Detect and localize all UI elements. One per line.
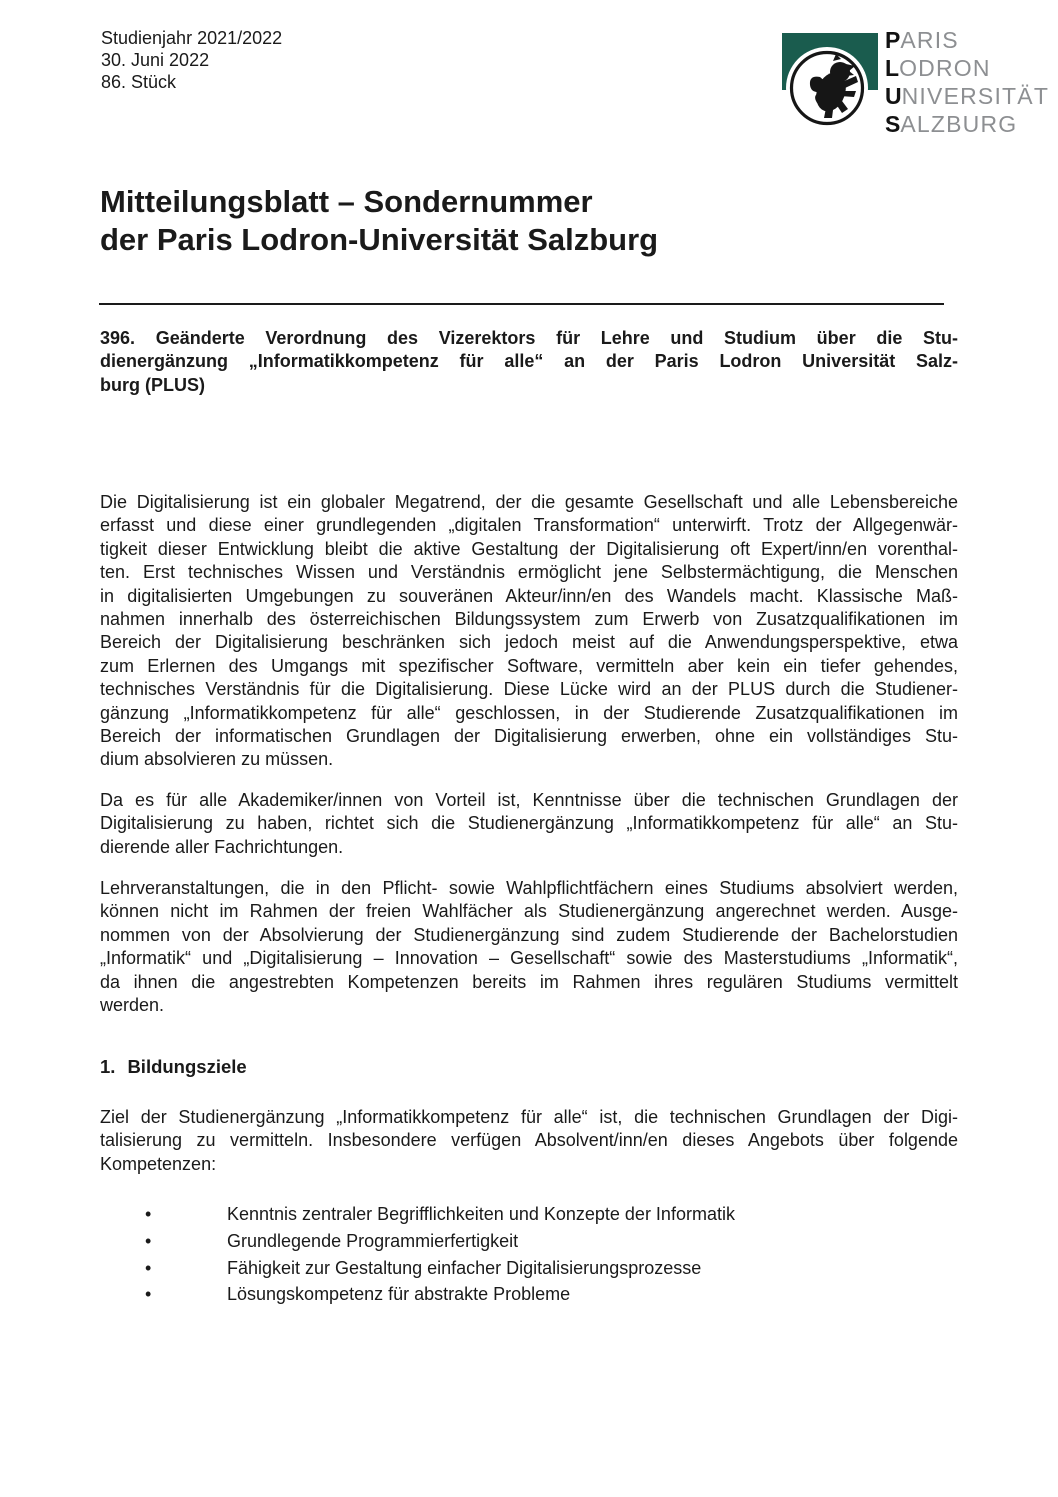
text-line: da ihnen die angestrebten Kompetenzen bereits im Rahmen ihres regulären Studiums vermittelt bbox=[100, 971, 958, 992]
text-line: ten. Erst technisches Wissen und Verständnis ermöglicht jene Selbstermächtigung, die Menschen bbox=[100, 562, 958, 583]
text-line: Kompetenzen: bbox=[100, 1153, 217, 1174]
bullet-icon: • bbox=[145, 1257, 152, 1278]
paragraph-akademiker bbox=[100, 789, 958, 859]
text-line: Die Digitalisierung ist ein globaler Megatrend, der die gesamte Gesellschaft und alle Lebensbereiche bbox=[100, 492, 958, 512]
paragraph-ziel bbox=[100, 1106, 958, 1176]
page-title-line1: Mitteilungsblatt – Sondernummer bbox=[100, 184, 593, 219]
text-line: technisches Verständnis für die Digitalisierung. Diese Lücke wird an der PLUS durch die Studiener- bbox=[100, 679, 958, 700]
logo-wordmark bbox=[885, 26, 1049, 138]
text-line: erfasst und diese einer grundlegenden „digitalen Transformation“ unterwirft. Trotz der Allgegenwär- bbox=[100, 515, 958, 536]
list-item bbox=[100, 1201, 958, 1228]
list-item bbox=[100, 1281, 958, 1308]
text-line: nahmen innerhalb des österreichischen Bildungssystem zum Erwerb von Zusatzqualifikationen im bbox=[100, 609, 958, 630]
paragraph-digitalisierung bbox=[100, 491, 958, 772]
text-line: dienergänzung „Informatikkompetenz für alle“ an der Paris Lodron Universität Salz- bbox=[100, 351, 958, 372]
text-line: gänzung „Informatikkompetenz für alle“ geschlossen, in der Studierende Zusatzqualifikationen im bbox=[100, 702, 958, 723]
wordmark-universitaet: UNIVERSITÄT bbox=[885, 83, 1050, 109]
page-title bbox=[100, 183, 658, 259]
text-line: dium absolvieren zu müssen. bbox=[100, 749, 334, 770]
text-line: nommen von der Absolvierung der Studienergänzung sind zudem Studierende der Bachelorstudien bbox=[100, 924, 958, 945]
issue-date: 30. Juni 2022 bbox=[101, 50, 210, 70]
list-item bbox=[100, 1255, 958, 1282]
divider-rule bbox=[99, 303, 944, 305]
section-title: Bildungsziele bbox=[127, 1056, 247, 1077]
decree-heading bbox=[100, 327, 958, 397]
wordmark-lodron: LODRON bbox=[885, 55, 991, 81]
study-year: Studienjahr 2021/2022 bbox=[101, 28, 283, 48]
text-line: Lehrveranstaltungen, die in den Pflicht- sowie Wahlpflichtfächern eines Studiums absolviert werden, bbox=[100, 878, 958, 898]
section-number: 1. bbox=[100, 1056, 116, 1077]
bullet-icon: • bbox=[145, 1204, 152, 1224]
lion-badge bbox=[785, 46, 869, 130]
text-line: burg (PLUS) bbox=[100, 374, 205, 395]
text-line: Digitalisierung zu haben, richtet sich die Studienergänzung „Informatikkompetenz für alle“ an Stu- bbox=[100, 813, 958, 834]
bullet-icon: • bbox=[145, 1230, 152, 1251]
competency-list bbox=[100, 1201, 958, 1308]
text-line: werden. bbox=[100, 995, 165, 1016]
list-item-text: Kenntnis zentraler Begrifflichkeiten und Konzepte der Informatik bbox=[227, 1204, 735, 1224]
list-item-text: Lösungskompetenz für abstrakte Probleme bbox=[227, 1284, 571, 1305]
page-title-line2: der Paris Lodron-Universität Salzburg bbox=[100, 222, 659, 257]
wordmark-salzburg: SALZBURG bbox=[885, 111, 1018, 137]
text-line: „Informatik“ und „Digitalisierung – Innovation – Gesellschaft“ sowie des Masterstudiums „Informatik“, bbox=[100, 948, 958, 969]
text-line: Bereich der informatischen Grundlagen der Digitalisierung erwerben, ohne ein vollständiges Stu- bbox=[100, 726, 958, 747]
text-line: 396. Geänderte Verordnung des Vizerektors für Lehre und Studium über die Stu- bbox=[100, 328, 958, 348]
header-meta bbox=[101, 27, 282, 93]
heraldic-lion-icon bbox=[785, 46, 869, 130]
list-item-text: Grundlegende Programmierfertigkeit bbox=[227, 1230, 519, 1251]
text-line: Bereich der Digitalisierung beschränken sich jedoch meist auf die Anwendungsperspektive, etwa bbox=[100, 632, 958, 653]
issue-number: 86. Stück bbox=[101, 72, 177, 92]
text-line: dierende aller Fachrichtungen. bbox=[100, 836, 344, 857]
text-line: Ziel der Studienergänzung „Informatikkompetenz für alle“ ist, die technischen Grundlagen der Digi- bbox=[100, 1107, 958, 1127]
paragraph-lehrveranstaltungen bbox=[100, 877, 958, 1017]
wordmark-paris: PARIS bbox=[885, 27, 959, 53]
text-line: tigkeit dieser Entwicklung bleibt die aktive Gestaltung der Digitalisierung oft Expert/inn/en vorenthal- bbox=[100, 538, 958, 559]
section-heading-bildungsziele bbox=[100, 1056, 247, 1078]
text-line: in digitalisierten Umgebungen zu souveränen Akteur/inn/en des Wandels macht. Klassische Maß- bbox=[100, 585, 958, 606]
bullet-icon: • bbox=[145, 1284, 152, 1305]
text-line: zum Erlernen des Umgangs mit spezifischer Software, vermitteln aber kein ein tiefer gehendes, bbox=[100, 655, 958, 676]
text-line: können nicht im Rahmen der freien Wahlfächer als Studienergänzung angerechnet werden. Ausge- bbox=[100, 901, 958, 922]
text-line: Da es für alle Akademiker/innen von Vorteil ist, Kenntnisse über die technischen Grundlagen der bbox=[100, 790, 958, 810]
text-line: talisierung zu vermitteln. Insbesondere verfügen Absolvent/inn/en dieses Angebots über folgende bbox=[100, 1130, 958, 1151]
list-item bbox=[100, 1228, 958, 1255]
list-item-text: Fähigkeit zur Gestaltung einfacher Digitalisierungsprozesse bbox=[227, 1257, 702, 1278]
